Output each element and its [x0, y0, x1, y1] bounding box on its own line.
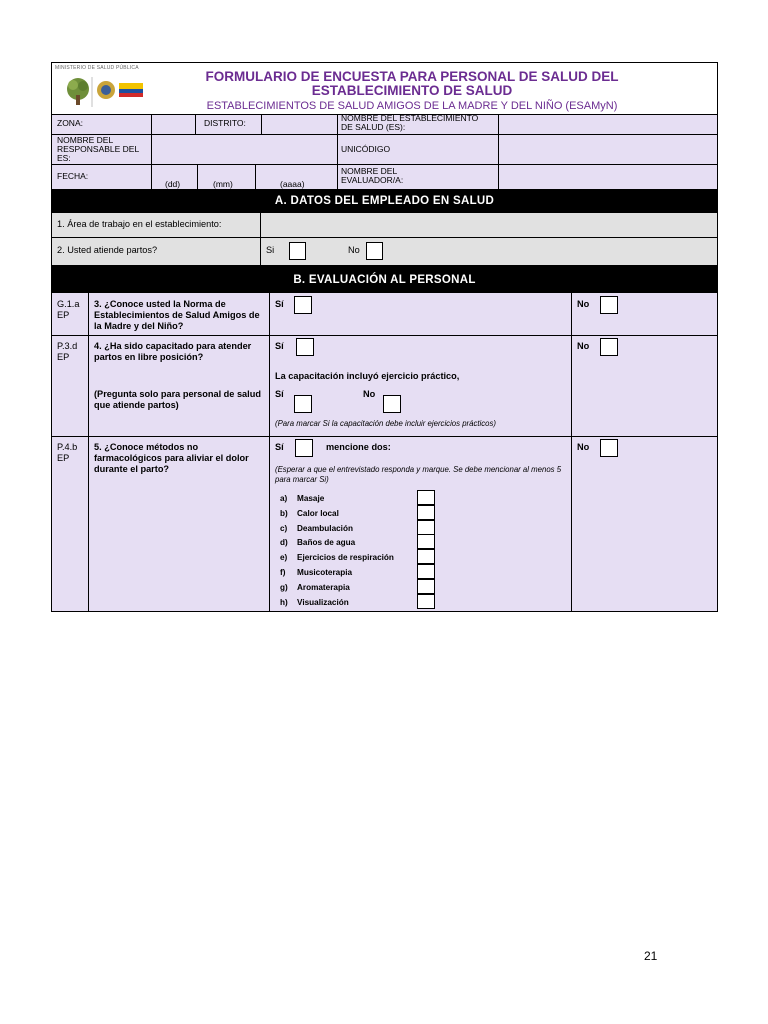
nombre-evaluador-field[interactable]: [499, 165, 716, 188]
unicodigo-label: UNICÓDIGO: [341, 144, 391, 154]
form-subtitle: ESTABLECIMIENTOS DE SALUD AMIGOS DE LA MADRE Y DEL NIÑO (ESAMyN): [206, 100, 618, 112]
divider: [52, 436, 717, 437]
q5-option-letter: a): [280, 494, 288, 503]
q5-option-label: Deambulación: [297, 523, 353, 533]
q5-hint: (Esperar a que el entrevistado responda y marque. Se debe mencionar al menos 5 para marcar Si): [275, 465, 562, 484]
nombre-responsable-field[interactable]: [152, 135, 336, 163]
q5-option-label: Ejercicios de respiración: [297, 553, 394, 563]
fecha-mm-label: (mm): [213, 179, 233, 189]
divider: [269, 293, 270, 611]
fecha-label: FECHA:: [57, 171, 89, 181]
q4-note: (Pregunta solo para personal de salud que atiende partos): [94, 389, 261, 410]
q5-option-label: Visualización: [297, 597, 349, 607]
q5-option-letter: c): [280, 523, 288, 533]
q5-no-label: No: [577, 442, 590, 452]
q5-option-letter: e): [280, 553, 288, 563]
q5-si-label: Sí: [275, 442, 284, 452]
q4-no-checkbox[interactable]: [600, 338, 618, 356]
nombre-establecimiento-label: NOMBRE DEL ESTABLECIMIENTO DE SALUD (ES):: [341, 113, 479, 132]
zona-label: ZONA:: [57, 118, 83, 128]
q3-no-label: No: [577, 299, 590, 309]
nombre-evaluador-label: NOMBRE DEL EVALUADOR/A:: [341, 166, 404, 185]
q5-option-label: Aromaterapia: [297, 582, 350, 592]
divider: [260, 237, 261, 265]
q5-mention-label: mencione dos:: [326, 442, 391, 452]
survey-form: [51, 62, 718, 612]
q4-no-label: No: [577, 341, 590, 351]
zona-field[interactable]: [152, 115, 194, 133]
q5-option-letter: d): [280, 538, 288, 548]
q3-code: G.1.a EP: [57, 299, 80, 320]
q5-option-label: Masaje: [297, 494, 325, 503]
q5-text: 5. ¿Conoce métodos no farmacológicos para aliviar el dolor durante el parto?: [94, 442, 249, 474]
ministry-logo-icon: [56, 73, 148, 109]
area-trabajo-label: 1. Área de trabajo en el establecimiento:: [57, 219, 222, 229]
section-a-header: A. DATOS DEL EMPLEADO EN SALUD: [52, 189, 717, 212]
q5-option-checkbox[interactable]: [417, 594, 435, 609]
q5-no-checkbox[interactable]: [600, 439, 618, 457]
q5-option-letter: h): [280, 597, 288, 607]
q4-practice-si-checkbox[interactable]: [294, 395, 312, 413]
divider: [195, 114, 196, 134]
section-b-header: B. EVALUACIÓN AL PERSONAL: [52, 266, 717, 293]
q3-no-checkbox[interactable]: [600, 296, 618, 314]
nombre-establecimiento-field[interactable]: [499, 115, 716, 133]
q5-option-letter: g): [280, 582, 288, 592]
q5-option-label: Baños de agua: [297, 538, 356, 548]
q4-si-checkbox[interactable]: [296, 338, 314, 356]
q5-si-checkbox[interactable]: [295, 439, 313, 457]
atiende-partos-si-checkbox[interactable]: [289, 242, 306, 260]
form-header: [52, 63, 717, 114]
q5-option-letter: b): [280, 508, 288, 518]
q5-option-checkbox[interactable]: [417, 520, 435, 535]
q5-option-checkbox[interactable]: [417, 490, 435, 505]
page-number: 21: [644, 949, 658, 963]
q4-practice-no-label: No: [363, 389, 376, 399]
fecha-aaaa-field[interactable]: [256, 165, 336, 178]
area-trabajo-field[interactable]: [261, 213, 716, 236]
form-title: FORMULARIO DE ENCUESTA PARA PERSONAL DE SALUD DEL ESTABLECIMIENTO DE SALUD: [205, 69, 619, 98]
q5-option-checkbox[interactable]: [417, 564, 435, 579]
distrito-field[interactable]: [262, 115, 336, 133]
q5-code: P.4.b EP: [57, 442, 78, 463]
atiende-partos-no-label: No: [348, 245, 360, 255]
q3-si-checkbox[interactable]: [294, 296, 312, 314]
fecha-dd-label: (dd): [165, 179, 181, 189]
q4-code: P.3.d EP: [57, 341, 78, 362]
fecha-mm-field[interactable]: [198, 165, 254, 178]
atiende-partos-no-checkbox[interactable]: [366, 242, 383, 260]
q3-text: 3. ¿Conoce usted la Norma de Establecimientos de Salud Amigos de la Madre y del Niño?: [94, 299, 260, 331]
q4-text: 4. ¿Ha sido capacitado para atender partos en libre posición?: [94, 341, 252, 362]
q5-option-checkbox[interactable]: [417, 505, 435, 520]
q5-option-checkbox[interactable]: [417, 579, 435, 594]
q3-si-label: Sí: [275, 299, 284, 309]
unicodigo-field[interactable]: [499, 135, 716, 163]
fecha-dd-field[interactable]: [152, 165, 196, 178]
divider: [52, 335, 717, 336]
q5-option-label: Musicoterapia: [297, 568, 353, 577]
divider: [337, 114, 338, 189]
q4-si-label: Sí: [275, 341, 284, 351]
q5-option-checkbox[interactable]: [417, 534, 435, 549]
nombre-responsable-label: NOMBRE DEL RESPONSABLE DEL ES:: [57, 135, 139, 163]
divider: [571, 293, 572, 611]
ministry-label: MINISTERIO DE SALUD PÚBLICA: [55, 65, 139, 71]
distrito-label: DISTRITO:: [204, 118, 246, 128]
divider: [88, 293, 89, 611]
fecha-aaaa-label: (aaaa): [280, 179, 305, 189]
q4-hint: (Para marcar Si la capacitación debe incluir ejercicios prácticos): [275, 419, 497, 428]
atiende-partos-si-label: Si: [266, 245, 275, 255]
q5-option-checkbox[interactable]: [417, 549, 435, 564]
q4-practice-no-checkbox[interactable]: [383, 395, 401, 413]
atiende-partos-label: 2. Usted atiende partos?: [57, 245, 158, 255]
q5-option-label: Calor local: [297, 508, 339, 518]
q4-practice-si-label: Sí: [275, 389, 284, 399]
q5-option-letter: f): [280, 568, 286, 577]
q4-practice-label: La capacitación incluyó ejercicio práctico,: [275, 371, 460, 381]
